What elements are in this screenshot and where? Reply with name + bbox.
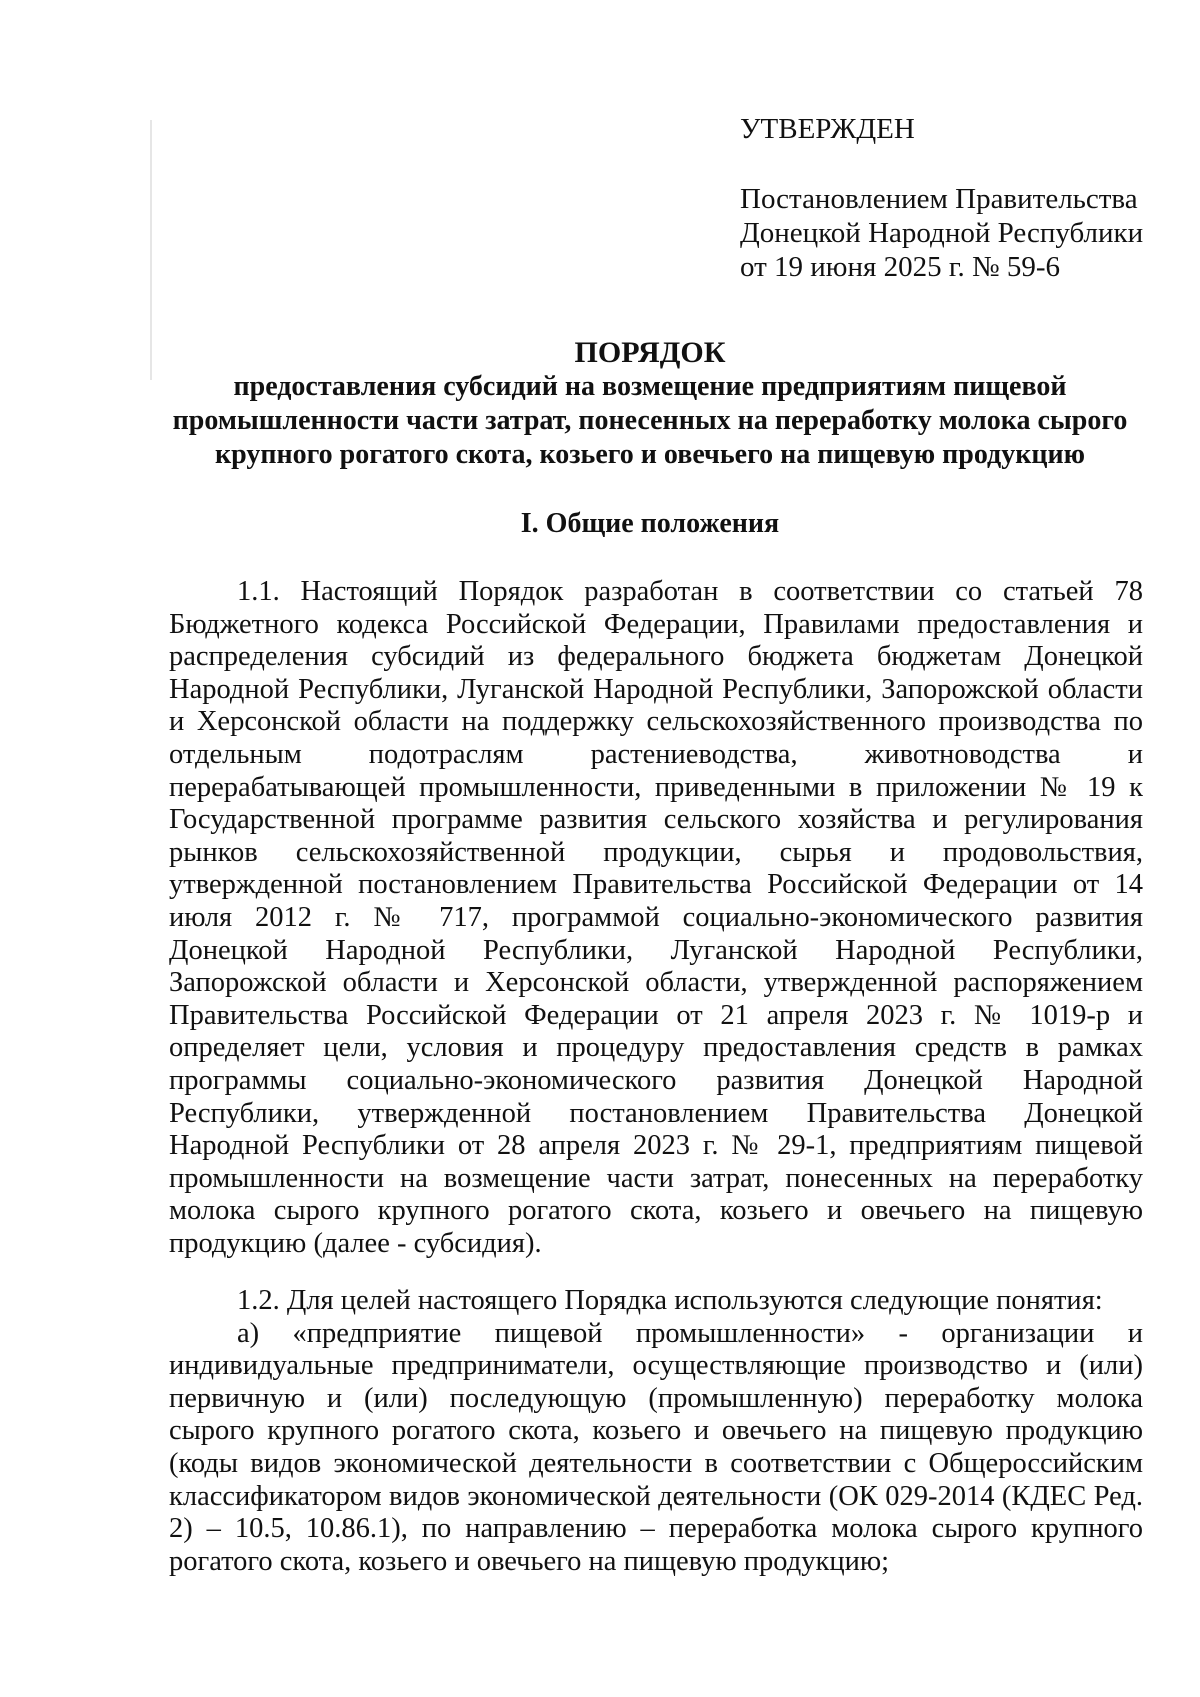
approval-line-2: Донецкой Народной Республики xyxy=(740,217,1144,249)
paragraph-1-2: 1.2. Для целей настоящего Порядка используются следующие понятия: xyxy=(237,1285,1103,1316)
document-title-subtitle: предоставления субсидий на возмещение предприятиям пищевой промышленности части затрат, понесенных на переработку молока сырого крупного рогатого скота, козьего и овечьего на пищевую продукцию xyxy=(172,371,1128,470)
document-title-main: ПОРЯДОК xyxy=(574,336,726,369)
paragraph-1-2-block xyxy=(169,1285,1143,1578)
approval-line-1: Постановлением Правительства xyxy=(740,183,1138,215)
definition-a: а) «предприятие пищевой промышленности» - организации и индивидуальные предприниматели, осуществляющие производство и (или) первичную и (или) последующую (промышленную) переработку молока сырого крупного рогатого скота, козьего и овечьего на пищевую продукцию (коды видов экономической деятельности в соответствии с Общероссийским классификатором видов экономической деятельности (ОК 029-2014 (КДЕС Ред. 2) – 10.5, 10.86.1), по направлению – переработка молока сырого крупного рогатого скота, козьего и овечьего на пищевую продукцию; xyxy=(169,1317,1143,1577)
approval-stamp xyxy=(740,112,1143,284)
document-title xyxy=(150,336,1150,472)
approval-word: УТВЕРЖДЕН xyxy=(740,113,915,145)
paragraph-1-1: 1.1. Настоящий Порядок разработан в соответствии со статьей 78 Бюджетного кодекса Российской Федерации, Правилами предоставления и распределения субсидий из федерального бюджета бюджетам Донецкой Народной Республики, Луганской Народной Республики, Запорожской области и Херсонской области на поддержку сельскохозяйственного производства по отдельным подотраслям растениеводства, животноводства и перерабатывающей промышленности, приведенными в приложении № 19 к Государственной программе развития сельского хозяйства и регулирования рынков сельскохозяйственной продукции, сырья и продовольствия, утвержденной постановлением Правительства Российской Федерации от 14 июля 2012 г. № 717, программой социально-экономического развития Донецкой Народной Республики, Луганской Народной Республики, Запорожской области и Херсонской области, утвержденной распоряжением Правительства Российской Федерации от 21 апреля 2023 г. № 1019-р и определяет цели, условия и процедуру предоставления средств в рамках программы социально-экономического развития Донецкой Народной Республики, утвержденной постановлением Правительства Донецкой Народной Республики от 28 апреля 2023 г. № 29-1, предприятиям пищевой промышленности на возмещение части затрат, понесенных на переработку молока сырого крупного рогатого скота, козьего и овечьего на пищевую продукцию (далее - субсидия). xyxy=(169,576,1143,1259)
section-heading: I. Общие положения xyxy=(520,508,780,539)
paragraph-1-1-block xyxy=(169,576,1143,1260)
approval-line-3: от 19 июня 2025 г. № 59-6 xyxy=(740,251,1061,283)
